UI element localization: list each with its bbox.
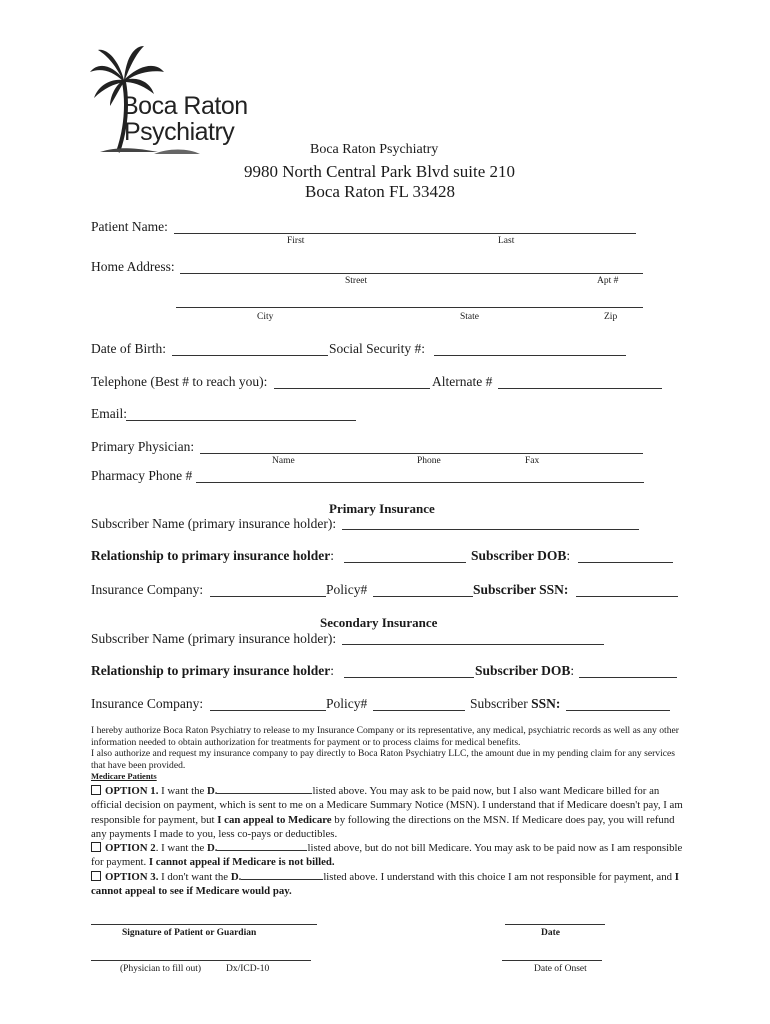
primary-ssn-field[interactable] [576, 596, 678, 597]
first-name-caption: First [287, 236, 305, 246]
physician-name-caption: Name [272, 456, 295, 466]
physician-note: (Physician to fill out) [120, 964, 202, 974]
zip-caption: Zip [604, 312, 618, 322]
secondary-subscriber-field[interactable] [342, 644, 604, 645]
physician-fax-caption: Fax [525, 456, 540, 466]
signature-line[interactable] [91, 924, 317, 925]
option-1-checkbox[interactable] [91, 785, 101, 795]
address-line-1: 9980 North Central Park Blvd suite 210 [244, 162, 516, 181]
primary-company-label: Insurance Company: [91, 582, 204, 597]
ssn-label: Social Security #: [329, 341, 425, 356]
city-caption: City [257, 312, 274, 322]
physician-label: Primary Physician: [91, 439, 195, 454]
onset-caption: Date of Onset [534, 964, 587, 974]
physician-phone-caption: Phone [417, 456, 441, 466]
secondary-policy-field[interactable] [373, 710, 465, 711]
primary-dob-label: Subscriber DOB: [471, 548, 571, 563]
logo-text-line2: Psychiatry [124, 118, 235, 146]
dob-label: Date of Birth: [91, 341, 166, 356]
date-caption: Date [541, 928, 560, 938]
dob-field[interactable] [172, 355, 328, 356]
secondary-ssn-field[interactable] [566, 710, 670, 711]
secondary-ssn-label: Subscriber SSN: [470, 696, 561, 711]
authorization-paragraph-2: I also authorize and request my insurance company to pay directly to Boca Raton Psychiatry LLC, the amount due in my pending claim for any services that have been provided. [91, 748, 675, 771]
option-3-checkbox[interactable] [91, 871, 101, 881]
date-line[interactable] [505, 924, 605, 925]
email-field[interactable] [126, 420, 356, 421]
practice-name: Boca Raton Psychiatry [310, 142, 439, 157]
primary-subscriber-label: Subscriber Name (primary insurance holder): [91, 516, 337, 531]
primary-company-field[interactable] [210, 596, 326, 597]
secondary-company-field[interactable] [210, 710, 326, 711]
primary-relationship-label: Relationship to primary insurance holder: [91, 548, 335, 563]
secondary-relationship-field[interactable] [344, 677, 474, 678]
onset-line[interactable] [502, 960, 602, 961]
logo-text-line1: Boca Raton [122, 92, 248, 120]
telephone-label: Telephone (Best # to reach you): [91, 374, 268, 389]
option-1-blank[interactable] [217, 783, 312, 794]
authorization-paragraph-1: I hereby authorize Boca Raton Psychiatry to release to my Insurance Company or its representative, any medical, psychiatric records as well as any other information needed to obtain authorization for treatments for payment or to process claims for medical benefits. [91, 725, 679, 748]
primary-dob-field[interactable] [578, 562, 673, 563]
pharmacy-label: Pharmacy Phone # [91, 468, 193, 483]
primary-policy-field[interactable] [373, 596, 473, 597]
option-3-blank[interactable] [241, 869, 323, 880]
secondary-subscriber-label: Subscriber Name (primary insurance holder): [91, 631, 337, 646]
physician-field[interactable] [200, 453, 643, 454]
medicare-option-2: OPTION 2. I want the D. listed above, but do not bill Medicare. You may ask to be paid now as I am responsible for payment. I cannot appeal if Medicare is not billed. [91, 842, 683, 869]
address-line-2: Boca Raton FL 33428 [305, 182, 455, 201]
primary-policy-label: Policy# [326, 582, 368, 597]
option-2-blank[interactable] [217, 840, 307, 851]
email-label: Email: [91, 406, 127, 421]
telephone-field[interactable] [274, 388, 430, 389]
secondary-policy-label: Policy# [326, 696, 368, 711]
state-caption: State [460, 312, 479, 322]
apt-caption: Apt # [597, 276, 619, 286]
ssn-field[interactable] [434, 355, 626, 356]
last-name-caption: Last [498, 236, 515, 246]
alternate-label: Alternate # [432, 374, 493, 389]
alternate-field[interactable] [498, 388, 662, 389]
street-caption: Street [345, 276, 368, 286]
primary-subscriber-field[interactable] [342, 529, 639, 530]
secondary-company-label: Insurance Company: [91, 696, 204, 711]
authorization-text [91, 725, 691, 771]
option-2-checkbox[interactable] [91, 842, 101, 852]
primary-ssn-label: Subscriber SSN: [473, 582, 569, 597]
pharmacy-field[interactable] [196, 482, 644, 483]
patient-name-label: Patient Name: [91, 219, 168, 234]
city-state-zip-field[interactable] [176, 307, 643, 308]
home-address-label: Home Address: [91, 259, 175, 274]
dx-line[interactable] [91, 960, 311, 961]
medicare-option-3: OPTION 3. I don't want the D. listed above. I understand with this choice I am not responsible for payment, and I cannot appeal to see if Medicare would pay. [91, 871, 679, 898]
street-field[interactable] [180, 273, 643, 274]
secondary-insurance-heading: Secondary Insurance [320, 615, 438, 630]
signature-caption: Signature of Patient or Guardian [122, 928, 257, 938]
primary-insurance-heading: Primary Insurance [329, 501, 435, 516]
secondary-relationship-label: Relationship to primary insurance holder: [91, 663, 335, 678]
patient-name-field[interactable] [174, 233, 636, 234]
dx-caption: Dx/ICD-10 [226, 964, 270, 974]
primary-relationship-field[interactable] [344, 562, 466, 563]
medicare-option-1: OPTION 1. I want the D. listed above. You may ask to be paid now, but I also want Medicare billed for an official decision on payment, which is sent to me on a Medicare Summary Notice (MSN). I understand that if Medicare doesn't pay, I am responsible for payment, but I can appeal to Medicare by following the directions on the MSN. If Medicare does pay, you will refund any payments I made to you, less co-pays or deductibles. [91, 785, 683, 841]
secondary-dob-field[interactable] [579, 677, 677, 678]
medicare-heading: Medicare Patients [91, 771, 157, 781]
secondary-dob-label: Subscriber DOB: [475, 663, 575, 678]
